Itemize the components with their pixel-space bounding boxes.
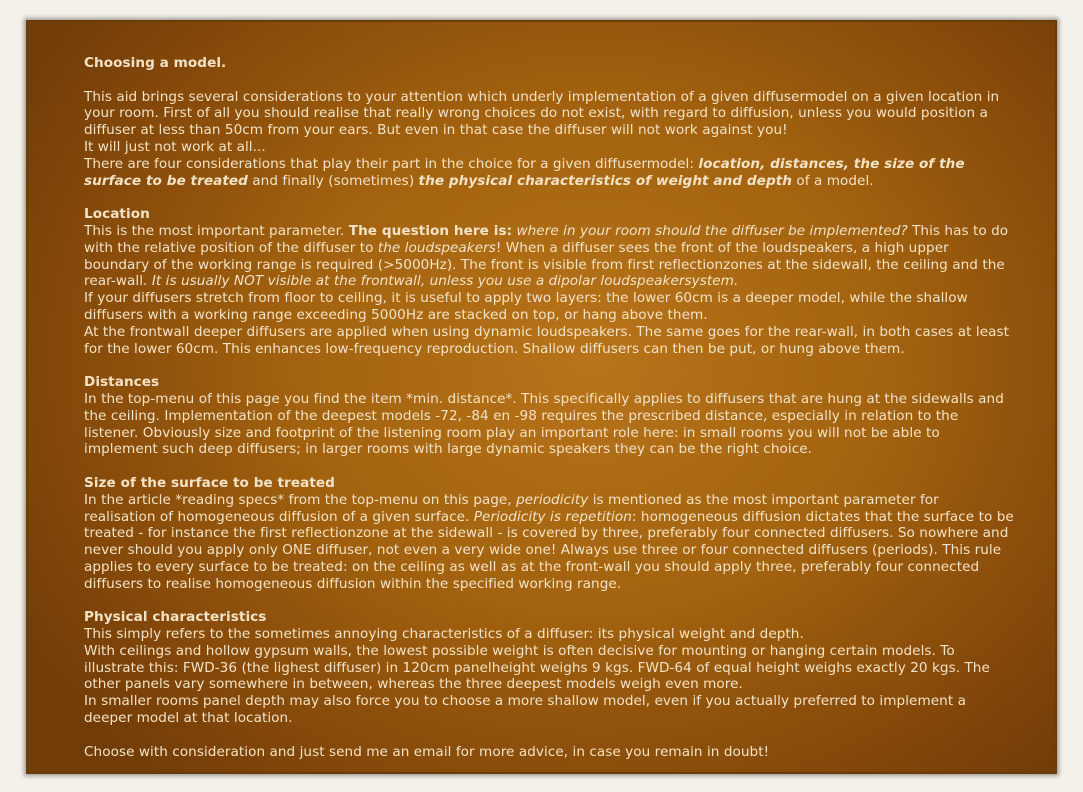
section-heading-distances: Distances (84, 374, 160, 391)
text-run: of a model. (792, 172, 874, 189)
section-heading-surface: Size of the surface to be treated (84, 474, 335, 491)
spacer (84, 357, 1014, 374)
location-paragraph (84, 223, 1014, 290)
text-run: ! When a diffuser sees the front of the loudspeakers, a high upper boundary of the working range is required (>5000Hz). The front is visible from first reflectionzones at the sidewall, the ceiling and the rear-wall. (84, 239, 1005, 290)
intro-paragraph-3 (84, 156, 1014, 190)
text-run: This has to do with the relative position of the diffuser to (84, 222, 1009, 256)
italic-text: It is usually NOT visible at the frontwall, unless you use a dipolar loudspeakersystem. (151, 273, 739, 290)
physical-paragraph: This simply refers to the sometimes annoying characteristics of a diffuser: its physical weight and depth. (84, 626, 804, 643)
text-run: This is the most important parameter. (84, 222, 349, 239)
italic-text: Periodicity is repetition (473, 508, 632, 525)
spacer (84, 593, 1014, 610)
text-run: : homogeneous diffusion dictates that the surface to be treated - for instance the first reflectionzone at the sidewall - is covered by three, preferably four connected diffusers. So nowhere and never should you apply only ONE diffuser, not even a very wide one! Always use three or four connected diffusers (periods). This rule applies to every surface to be treated: on the ceiling as well as at the front-wall you should apply three, preferably four connected diffusers to realise homogeneous diffusion within the specified working range. (84, 508, 1014, 592)
intro-paragraph-2: It will just not work at all... (84, 138, 266, 155)
section-heading-location: Location (84, 206, 150, 223)
bold-text: The question here is: (348, 222, 513, 239)
italic-text: the loudspeakers (377, 239, 496, 256)
text-run: and finally (sometimes) (247, 172, 419, 189)
italic-text: where in your room should the diffuser be implemented? (516, 222, 908, 239)
emphasis-text: location, distances, the size of the surface to be treated (84, 155, 965, 189)
section-heading-physical: Physical characteristics (84, 609, 267, 626)
physical-paragraph-2: With ceilings and hollow gypsum walls, the lowest possible weight is often decisive for mounting or hanging certain models. To illustrate this: FWD-36 (the lighest diffuser) in 120cm panelheight weighs 9 kgs. FWD-64 of equal height weighs exactly 20 kgs. The other panels vary somewhere in between, whereas the three deepest models weigh even more. (84, 642, 990, 693)
closing-paragraph: Choose with consideration and just send me an email for more advice, in case you remain in doubt! (84, 743, 770, 760)
spacer (84, 727, 1014, 744)
emphasis-text: the physical characteristics of weight and depth (418, 172, 793, 189)
intro-paragraph: This aid brings several considerations to your attention which underly implementation of a given diffusermodel on a given location in your room. First of all you should realise that really wrong choices do not exist, with regard to diffusion, unless you would position a diffuser at less than 50cm from your ears. But even in that case the diffuser will not work against you! (84, 88, 1000, 139)
physical-paragraph-3: In smaller rooms panel depth may also force you to choose a more shallow model, even if you actually preferred to implement a deeper model at that location. (84, 693, 966, 727)
spacer (84, 458, 1014, 475)
article-body (84, 55, 1014, 760)
page-title: Choosing a model. (84, 55, 227, 71)
italic-text: periodicity (516, 491, 589, 508)
surface-paragraph (84, 492, 1014, 593)
distances-paragraph: In the top-menu of this page you find the item *min. distance*. This specifically applies to diffusers that are hung at the sidewalls and the ceiling. Implementation of the deepest models -72, -84 en -98 requires the prescribed distance, especially in relation to the listener. Obviously size and footprint of the listening room play an important role here: in small rooms you will not be able to implement such deep diffusers; in larger rooms with large dynamic speakers they can be the right choice. (84, 390, 1004, 458)
location-paragraph-3: At the frontwall deeper diffusers are applied when using dynamic loudspeakers. The same goes for the rear-wall, in both cases at least for the lower 60cm. This enhances low-frequency reproduction. Shallow diffusers can then be put, or hung above them. (84, 323, 1010, 357)
text-run: There are four considerations that play their part in the choice for a given diffusermodel: (84, 155, 699, 172)
text-run: In the article *reading specs* from the top-menu on this page, (84, 491, 517, 508)
location-paragraph-2: If your diffusers stretch from floor to ceiling, it is useful to apply two layers: the lower 60cm is a deeper model, while the shallow diffusers with a working range exceeding 5000Hz are stacked on top, or hang above them. (84, 290, 968, 323)
spacer (84, 189, 1014, 206)
text-run: is mentioned as the most important parameter for realisation of homogeneous diffusion of a given surface. (84, 491, 939, 525)
content-panel (26, 20, 1057, 774)
spacer (84, 72, 1014, 89)
